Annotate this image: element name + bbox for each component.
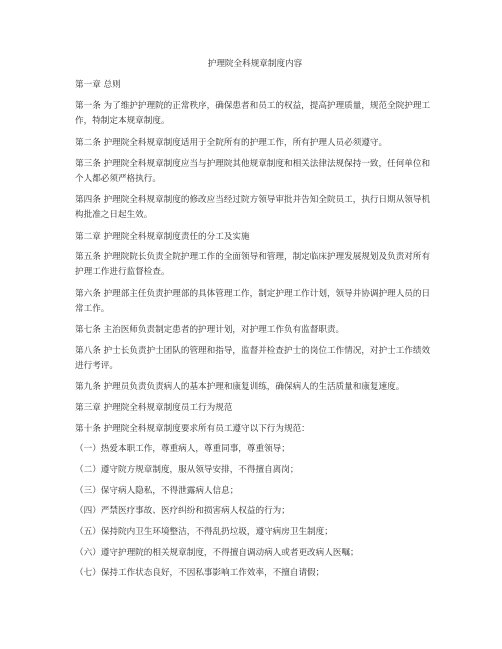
list-item: （七）保持工作状态良好，不因私事影响工作效率，不擅自请假； — [75, 568, 325, 578]
list-item: （一）热爱本职工作，尊重病人，尊重同事，尊重领导； — [75, 444, 290, 454]
article-paragraph: 第二条 护理院全科规章制度适用于全院所有的护理工作，所有护理人员必须遵守。 — [75, 138, 388, 148]
article-paragraph: 第六条 护理部主任负责护理部的具体管理工作，制定护理工作计划，领导并协调护理人员的日常工作。 — [75, 289, 431, 314]
article-paragraph: 第四条 护理院全科规章制度的修改应当经过院方领导审批并告知全院员工，执行日期从领导机构批准之日起生效。 — [75, 195, 431, 220]
chapter-heading: 第三章 护理院全科规章制度员工行为规范 — [75, 403, 233, 413]
chapter-heading: 第一章 总则 — [75, 80, 121, 90]
list-item: （四）严禁医疗事故、医疗纠纷和损害病人权益的行为； — [75, 506, 290, 516]
document-title: 护理院全科规章制度内容 — [207, 59, 303, 69]
article-paragraph: 第八条 护士长负责护士团队的管理和指导，监督并检查护士的岗位工作情况，对护士工作绩效进行考评。 — [75, 346, 431, 371]
article-paragraph: 第三条 护理院全科规章制度应当与护理院其他规章制度和相关法律法规保持一致，任何单位和个人都必须严格执行。 — [75, 159, 431, 184]
article-paragraph: 第九条 护理员负责负责病人的基本护理和康复训练，确保病人的生活质量和康复速度。 — [75, 382, 405, 392]
list-item: （三）保守病人隐私，不得泄露病人信息； — [75, 486, 239, 496]
list-item: （五）保持院内卫生环境整洁，不得乱扔垃圾，遵守病房卫生制度； — [75, 527, 333, 537]
article-paragraph: 第七条 主治医师负责制定患者的护理计划，对护理工作负有监督职责。 — [75, 325, 345, 335]
article-paragraph: 第一条 为了维护护理院的正常秩序，确保患者和员工的权益，提高护理质量，规范全院护理工作，特制定本规章制度。 — [75, 101, 431, 126]
list-item: （二）遵守院方规章制度，服从领导安排，不得擅自离岗； — [75, 465, 299, 475]
list-item: （六）遵守护理院的相关规章制度，不得擅自调动病人或者更改病人医嘱； — [75, 548, 359, 558]
chapter-heading: 第二章 护理院全科规章制度责任的分工及实施 — [75, 232, 250, 242]
article-paragraph: 第十条 护理院全科规章制度要求所有员工遵守以下行为规范： — [75, 424, 310, 434]
article-paragraph: 第五条 护理院院长负责全院护理工作的全面领导和管理，制定临床护理发展规划及负责对所有护理工作进行监督检查。 — [75, 252, 431, 277]
